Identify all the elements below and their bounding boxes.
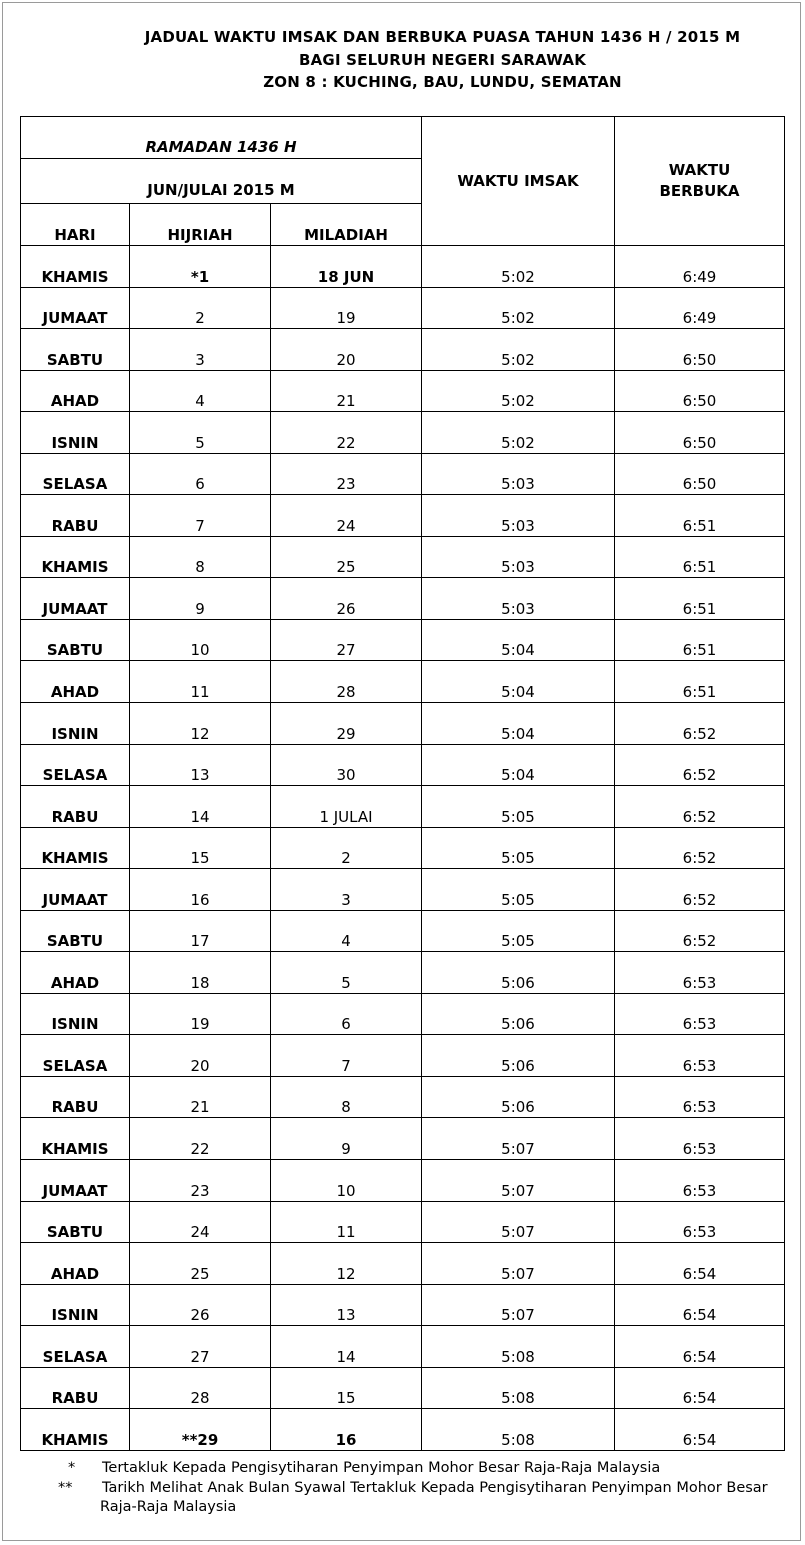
table-row <box>21 1118 785 1160</box>
table-row <box>21 246 785 288</box>
header-ramadan: RAMADAN 1436 H <box>21 117 422 159</box>
cell-hijriah: 9 <box>130 578 271 620</box>
cell-berbuka: 6:53 <box>615 1076 785 1118</box>
cell-imsak: 5:02 <box>422 246 615 288</box>
cell-berbuka: 6:52 <box>615 910 785 952</box>
cell-imsak: 5:06 <box>422 1035 615 1077</box>
cell-berbuka: 6:54 <box>615 1243 785 1285</box>
cell-imsak: 5:07 <box>422 1284 615 1326</box>
cell-imsak: 5:03 <box>422 495 615 537</box>
table-row <box>21 910 785 952</box>
table-row <box>21 744 785 786</box>
cell-berbuka: 6:52 <box>615 744 785 786</box>
table-row <box>21 1160 785 1202</box>
cell-imsak: 5:02 <box>422 287 615 329</box>
cell-hijriah: 20 <box>130 1035 271 1077</box>
cell-miladiah: 27 <box>271 619 422 661</box>
cell-berbuka: 6:50 <box>615 412 785 454</box>
cell-berbuka: 6:52 <box>615 827 785 869</box>
cell-hijriah: 18 <box>130 952 271 994</box>
cell-hijriah: 3 <box>130 329 271 371</box>
cell-miladiah: 4 <box>271 910 422 952</box>
cell-miladiah: 7 <box>271 1035 422 1077</box>
cell-imsak: 5:04 <box>422 619 615 661</box>
cell-berbuka: 6:52 <box>615 703 785 745</box>
cell-berbuka: 6:53 <box>615 952 785 994</box>
cell-miladiah: 11 <box>271 1201 422 1243</box>
cell-hijriah: 23 <box>130 1160 271 1202</box>
table-row <box>21 952 785 994</box>
cell-hijriah: 16 <box>130 869 271 911</box>
table-row <box>21 578 785 620</box>
cell-berbuka: 6:54 <box>615 1284 785 1326</box>
cell-imsak: 5:07 <box>422 1160 615 1202</box>
cell-hari: SABTU <box>21 910 130 952</box>
cell-imsak: 5:02 <box>422 412 615 454</box>
cell-berbuka: 6:52 <box>615 786 785 828</box>
cell-hari: SELASA <box>21 1035 130 1077</box>
cell-imsak: 5:05 <box>422 827 615 869</box>
cell-imsak: 5:06 <box>422 952 615 994</box>
cell-berbuka: 6:54 <box>615 1409 785 1451</box>
cell-hijriah: 2 <box>130 287 271 329</box>
cell-berbuka: 6:53 <box>615 1035 785 1077</box>
cell-miladiah: 3 <box>271 869 422 911</box>
table-row <box>21 619 785 661</box>
cell-hijriah: 22 <box>130 1118 271 1160</box>
cell-imsak: 5:08 <box>422 1409 615 1451</box>
table-row <box>21 1284 785 1326</box>
cell-hari: AHAD <box>21 661 130 703</box>
header-hari: HARI <box>21 204 130 246</box>
cell-hari: JUMAAT <box>21 869 130 911</box>
cell-hari: KHAMIS <box>21 1118 130 1160</box>
table-row <box>21 453 785 495</box>
page-subtitle-state: BAGI SELURUH NEGERI SARAWAK <box>298 51 587 69</box>
cell-berbuka: 6:54 <box>615 1367 785 1409</box>
page-subtitle-zone: ZON 8 : KUCHING, BAU, LUNDU, SEMATAN <box>263 73 622 91</box>
cell-miladiah: 20 <box>271 329 422 371</box>
table-row <box>21 1326 785 1368</box>
header-berbuka-line2: BERBUKA <box>659 182 740 200</box>
cell-hijriah: 28 <box>130 1367 271 1409</box>
cell-miladiah: 8 <box>271 1076 422 1118</box>
cell-berbuka: 6:50 <box>615 329 785 371</box>
cell-hijriah: 19 <box>130 993 271 1035</box>
cell-hijriah: 11 <box>130 661 271 703</box>
table-row <box>21 329 785 371</box>
cell-berbuka: 6:52 <box>615 869 785 911</box>
cell-berbuka: 6:51 <box>615 661 785 703</box>
cell-hijriah: 25 <box>130 1243 271 1285</box>
cell-berbuka: 6:53 <box>615 1201 785 1243</box>
cell-hari: SABTU <box>21 619 130 661</box>
cell-miladiah: 13 <box>271 1284 422 1326</box>
cell-imsak: 5:02 <box>422 370 615 412</box>
cell-berbuka: 6:53 <box>615 1118 785 1160</box>
cell-hari: JUMAAT <box>21 578 130 620</box>
cell-hijriah: 10 <box>130 619 271 661</box>
header-month: JUN/JULAI 2015 M <box>21 159 422 204</box>
cell-miladiah: 22 <box>271 412 422 454</box>
cell-imsak: 5:04 <box>422 744 615 786</box>
cell-miladiah: 9 <box>271 1118 422 1160</box>
cell-imsak: 5:06 <box>422 1076 615 1118</box>
cell-berbuka: 6:53 <box>615 993 785 1035</box>
cell-berbuka: 6:51 <box>615 578 785 620</box>
table-row <box>21 412 785 454</box>
cell-miladiah: 28 <box>271 661 422 703</box>
table-row <box>21 1367 785 1409</box>
table-row <box>21 827 785 869</box>
cell-berbuka: 6:53 <box>615 1160 785 1202</box>
cell-imsak: 5:05 <box>422 910 615 952</box>
cell-hijriah: 14 <box>130 786 271 828</box>
cell-hijriah: 24 <box>130 1201 271 1243</box>
cell-berbuka: 6:50 <box>615 370 785 412</box>
cell-hari: JUMAAT <box>21 1160 130 1202</box>
cell-hijriah: 12 <box>130 703 271 745</box>
table-row <box>21 1035 785 1077</box>
cell-hijriah: 26 <box>130 1284 271 1326</box>
cell-imsak: 5:02 <box>422 329 615 371</box>
table-row <box>21 287 785 329</box>
cell-hijriah: 5 <box>130 412 271 454</box>
cell-hijriah: 8 <box>130 536 271 578</box>
cell-imsak: 5:07 <box>422 1243 615 1285</box>
cell-hari: RABU <box>21 786 130 828</box>
cell-miladiah: 15 <box>271 1367 422 1409</box>
cell-miladiah: 23 <box>271 453 422 495</box>
cell-hari: RABU <box>21 1076 130 1118</box>
cell-berbuka: 6:51 <box>615 536 785 578</box>
cell-hari: RABU <box>21 495 130 537</box>
table-row <box>21 1409 785 1451</box>
page-title: JADUAL WAKTU IMSAK DAN BERBUKA PUASA TAHUN 1436 H / 2015 M <box>144 28 741 46</box>
cell-hari: KHAMIS <box>21 536 130 578</box>
cell-imsak: 5:07 <box>422 1201 615 1243</box>
table-row <box>21 661 785 703</box>
cell-miladiah: 26 <box>271 578 422 620</box>
cell-hari: ISNIN <box>21 993 130 1035</box>
cell-miladiah: 1 JULAI <box>271 786 422 828</box>
cell-hari: SELASA <box>21 1326 130 1368</box>
cell-hari: JUMAAT <box>21 287 130 329</box>
cell-hari: ISNIN <box>21 412 130 454</box>
cell-imsak: 5:03 <box>422 536 615 578</box>
cell-miladiah: 5 <box>271 952 422 994</box>
cell-miladiah: 12 <box>271 1243 422 1285</box>
schedule-table <box>20 116 785 1451</box>
cell-hijriah: **29 <box>130 1409 271 1451</box>
table-row <box>21 786 785 828</box>
table-row <box>21 1076 785 1118</box>
header-hijriah: HIJRIAH <box>130 204 271 246</box>
cell-miladiah: 29 <box>271 703 422 745</box>
table-row <box>21 1243 785 1285</box>
table-row <box>21 703 785 745</box>
cell-hijriah: 7 <box>130 495 271 537</box>
table-row <box>21 495 785 537</box>
cell-miladiah: 19 <box>271 287 422 329</box>
table-row <box>21 536 785 578</box>
cell-berbuka: 6:49 <box>615 246 785 288</box>
cell-hijriah: 6 <box>130 453 271 495</box>
cell-imsak: 5:08 <box>422 1326 615 1368</box>
cell-hari: AHAD <box>21 1243 130 1285</box>
cell-miladiah: 10 <box>271 1160 422 1202</box>
table-row <box>21 993 785 1035</box>
footnote-mark: * <box>68 1460 76 1476</box>
cell-berbuka: 6:51 <box>615 495 785 537</box>
cell-miladiah: 18 JUN <box>271 246 422 288</box>
footnote-text: Tertakluk Kepada Pengisytiharan Penyimpan Mohor Besar Raja-Raja Malaysia <box>102 1460 661 1476</box>
cell-miladiah: 30 <box>271 744 422 786</box>
cell-imsak: 5:04 <box>422 703 615 745</box>
header-miladiah: MILADIAH <box>271 204 422 246</box>
header-waktu-berbuka <box>615 117 785 246</box>
cell-hijriah: *1 <box>130 246 271 288</box>
cell-hijriah: 27 <box>130 1326 271 1368</box>
cell-berbuka: 6:50 <box>615 453 785 495</box>
table-row <box>21 869 785 911</box>
cell-hijriah: 21 <box>130 1076 271 1118</box>
cell-hari: SABTU <box>21 1201 130 1243</box>
cell-miladiah: 24 <box>271 495 422 537</box>
footnote-text: Tarikh Melihat Anak Bulan Syawal Tertakluk Kepada Pengisytiharan Penyimpan Mohor Besar <box>102 1480 768 1496</box>
cell-imsak: 5:05 <box>422 869 615 911</box>
cell-berbuka: 6:51 <box>615 619 785 661</box>
cell-hari: ISNIN <box>21 703 130 745</box>
cell-hari: KHAMIS <box>21 246 130 288</box>
cell-imsak: 5:06 <box>422 993 615 1035</box>
cell-hari: SELASA <box>21 453 130 495</box>
header-waktu-imsak: WAKTU IMSAK <box>422 117 615 246</box>
cell-hijriah: 17 <box>130 910 271 952</box>
cell-hari: ISNIN <box>21 1284 130 1326</box>
cell-miladiah: 25 <box>271 536 422 578</box>
cell-imsak: 5:05 <box>422 786 615 828</box>
cell-hijriah: 4 <box>130 370 271 412</box>
cell-hari: SELASA <box>21 744 130 786</box>
cell-hijriah: 13 <box>130 744 271 786</box>
cell-imsak: 5:03 <box>422 453 615 495</box>
cell-hari: SABTU <box>21 329 130 371</box>
header-berbuka-line1: WAKTU <box>668 161 731 179</box>
cell-hari: KHAMIS <box>21 827 130 869</box>
cell-miladiah: 14 <box>271 1326 422 1368</box>
footnote-mark: ** <box>58 1480 73 1496</box>
cell-miladiah: 6 <box>271 993 422 1035</box>
cell-hari: AHAD <box>21 370 130 412</box>
table-row <box>21 1201 785 1243</box>
schedule-body <box>21 246 785 1451</box>
footnote-text-cont: Raja-Raja Malaysia <box>100 1499 237 1515</box>
cell-hari: KHAMIS <box>21 1409 130 1451</box>
cell-hari: AHAD <box>21 952 130 994</box>
cell-berbuka: 6:49 <box>615 287 785 329</box>
cell-imsak: 5:04 <box>422 661 615 703</box>
cell-miladiah: 16 <box>271 1409 422 1451</box>
table-row <box>21 370 785 412</box>
cell-miladiah: 21 <box>271 370 422 412</box>
cell-berbuka: 6:54 <box>615 1326 785 1368</box>
cell-imsak: 5:07 <box>422 1118 615 1160</box>
cell-imsak: 5:03 <box>422 578 615 620</box>
cell-miladiah: 2 <box>271 827 422 869</box>
cell-hijriah: 15 <box>130 827 271 869</box>
cell-hari: RABU <box>21 1367 130 1409</box>
cell-imsak: 5:08 <box>422 1367 615 1409</box>
